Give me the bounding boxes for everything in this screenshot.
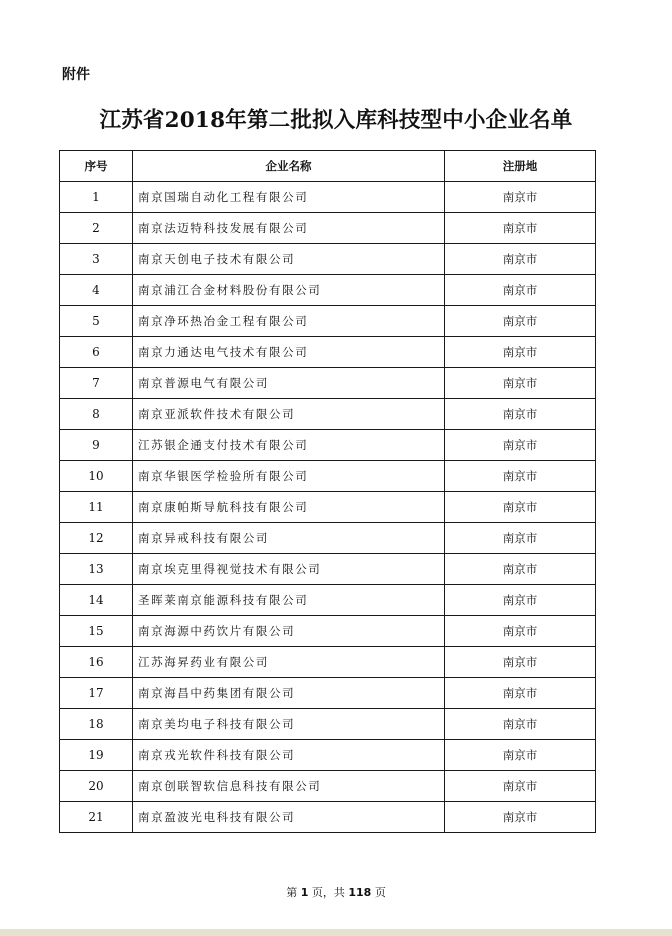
row-registered-location: 南京市: [445, 585, 596, 616]
page-footer: [0, 884, 672, 900]
row-registered-location: 南京市: [445, 430, 596, 461]
row-registered-location: 南京市: [445, 616, 596, 647]
row-company-name: 南京盈波光电科技有限公司: [133, 802, 445, 833]
footer-total-pages: 118: [348, 886, 372, 899]
table-header-row: [60, 151, 596, 182]
table-row: [60, 802, 596, 833]
table-row: [60, 523, 596, 554]
row-serial-number: 11: [60, 492, 133, 523]
table-row: [60, 554, 596, 585]
document-title: 江苏省2018年第二批拟入库科技型中小企业名单: [99, 108, 573, 133]
row-serial-number: 19: [60, 740, 133, 771]
row-serial-number: 15: [60, 616, 133, 647]
table-row: [60, 213, 596, 244]
row-registered-location: 南京市: [445, 740, 596, 771]
table-row: [60, 740, 596, 771]
table-body: [60, 182, 596, 833]
table-row: [60, 709, 596, 740]
header-serial-number: 序号: [60, 151, 133, 182]
table-row: [60, 244, 596, 275]
row-serial-number: 10: [60, 461, 133, 492]
row-company-name: 圣晖莱南京能源科技有限公司: [133, 585, 445, 616]
row-company-name: 南京康帕斯导航科技有限公司: [133, 492, 445, 523]
row-serial-number: 7: [60, 368, 133, 399]
row-company-name: 南京创联智软信息科技有限公司: [133, 771, 445, 802]
row-registered-location: 南京市: [445, 709, 596, 740]
row-company-name: 江苏海昇药业有限公司: [133, 647, 445, 678]
row-company-name: 南京天创电子技术有限公司: [133, 244, 445, 275]
row-company-name: 南京亚派软件技术有限公司: [133, 399, 445, 430]
table-row: [60, 678, 596, 709]
row-serial-number: 17: [60, 678, 133, 709]
table-row: [60, 182, 596, 213]
row-registered-location: 南京市: [445, 802, 596, 833]
row-registered-location: 南京市: [445, 368, 596, 399]
table-row: [60, 399, 596, 430]
row-serial-number: 16: [60, 647, 133, 678]
row-company-name: 南京戎光软件科技有限公司: [133, 740, 445, 771]
table-row: [60, 771, 596, 802]
row-company-name: 南京埃克里得视觉技术有限公司: [133, 554, 445, 585]
footer-page-suffix: 页: [374, 886, 386, 899]
table-row: [60, 585, 596, 616]
row-company-name: 南京异戒科技有限公司: [133, 523, 445, 554]
header-company-name: 企业名称: [133, 151, 445, 182]
table-row: [60, 647, 596, 678]
row-registered-location: 南京市: [445, 461, 596, 492]
row-registered-location: 南京市: [445, 337, 596, 368]
row-serial-number: 5: [60, 306, 133, 337]
row-company-name: 南京华银医学检验所有限公司: [133, 461, 445, 492]
row-company-name: 南京海昌中药集团有限公司: [133, 678, 445, 709]
attachment-label: 附件: [62, 67, 90, 83]
row-company-name: 南京国瑞自动化工程有限公司: [133, 182, 445, 213]
row-company-name: 南京净环热冶金工程有限公司: [133, 306, 445, 337]
row-serial-number: 1: [60, 182, 133, 213]
row-company-name: 南京海源中药饮片有限公司: [133, 616, 445, 647]
row-company-name: 南京力通达电气技术有限公司: [133, 337, 445, 368]
row-company-name: 南京浦江合金材料股份有限公司: [133, 275, 445, 306]
row-registered-location: 南京市: [445, 275, 596, 306]
row-registered-location: 南京市: [445, 306, 596, 337]
row-serial-number: 6: [60, 337, 133, 368]
row-registered-location: 南京市: [445, 182, 596, 213]
row-registered-location: 南京市: [445, 213, 596, 244]
table-row: [60, 461, 596, 492]
row-serial-number: 20: [60, 771, 133, 802]
row-company-name: 江苏银企通支付技术有限公司: [133, 430, 445, 461]
row-registered-location: 南京市: [445, 523, 596, 554]
bottom-divider-bar: [0, 929, 672, 936]
table-row: [60, 368, 596, 399]
footer-page-middle: 页，共: [311, 886, 345, 899]
header-registered-location: 注册地: [445, 151, 596, 182]
footer-page-prefix: 第: [286, 886, 298, 899]
row-serial-number: 4: [60, 275, 133, 306]
company-list-table: [59, 150, 596, 833]
row-serial-number: 12: [60, 523, 133, 554]
row-registered-location: 南京市: [445, 678, 596, 709]
table-row: [60, 430, 596, 461]
row-serial-number: 2: [60, 213, 133, 244]
row-serial-number: 8: [60, 399, 133, 430]
row-serial-number: 3: [60, 244, 133, 275]
row-serial-number: 14: [60, 585, 133, 616]
row-serial-number: 9: [60, 430, 133, 461]
row-registered-location: 南京市: [445, 554, 596, 585]
row-serial-number: 21: [60, 802, 133, 833]
row-registered-location: 南京市: [445, 771, 596, 802]
table-row: [60, 616, 596, 647]
table-row: [60, 275, 596, 306]
row-company-name: 南京法迈特科技发展有限公司: [133, 213, 445, 244]
table-row: [60, 306, 596, 337]
row-company-name: 南京美均电子科技有限公司: [133, 709, 445, 740]
footer-current-page: 1: [300, 886, 309, 899]
row-registered-location: 南京市: [445, 399, 596, 430]
row-company-name: 南京普源电气有限公司: [133, 368, 445, 399]
table-row: [60, 337, 596, 368]
row-serial-number: 13: [60, 554, 133, 585]
table-row: [60, 492, 596, 523]
row-registered-location: 南京市: [445, 244, 596, 275]
row-registered-location: 南京市: [445, 647, 596, 678]
row-serial-number: 18: [60, 709, 133, 740]
row-registered-location: 南京市: [445, 492, 596, 523]
